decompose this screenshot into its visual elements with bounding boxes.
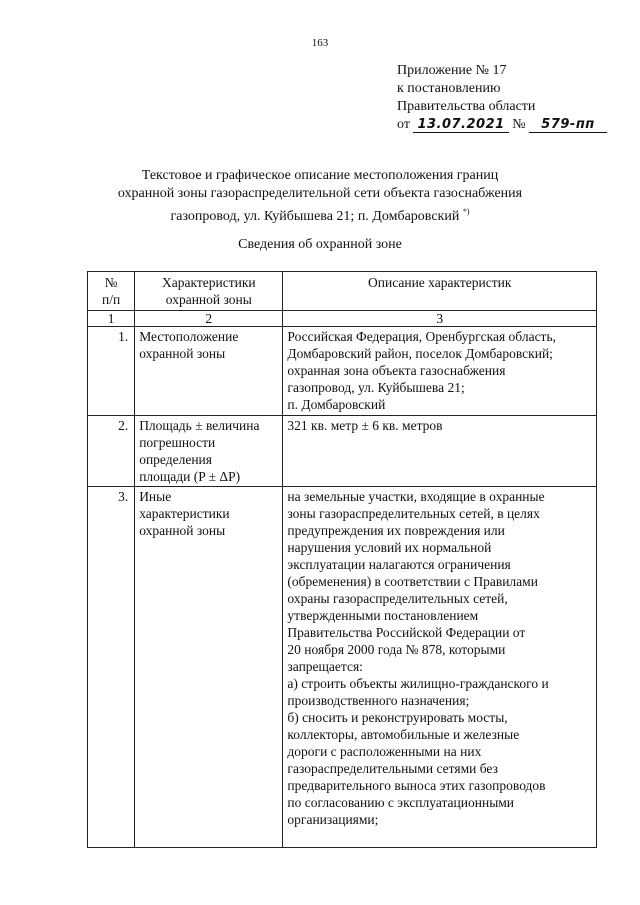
column-index: 2 — [135, 311, 283, 327]
row-number: 3. — [88, 487, 135, 848]
column-index: 1 — [88, 311, 135, 327]
row-description: на земельные участки, входящие в охранные зоны газораспределительных сетей, в целях предупреждения их повреждения или нарушения условий их нормальной эксплуатации налагаются ограничения (обременения) в соответствии с Правилами охраны газораспределительных сетей, утвержденными постановлением Правительства Российской Федерации от 20 ноября 2000 года № 878, которыми запрещается: а) строить объекты жилищно-гражданского и производственного назначения; б) сносить и реконструировать мосты, коллекторы, автомобильные и железные дороги с расположенными на них газораспределительными сетями без предварительного выноса этих газопроводов по согласованию с эксплуатационными организациями; — [283, 487, 597, 848]
appendix-line-1: Приложение № 17 — [397, 63, 507, 78]
row-characteristic: Иные характеристики охранной зоны — [135, 487, 283, 848]
section-heading: Сведения об охранной зоне — [238, 237, 402, 252]
title-line-3 — [100, 203, 540, 226]
table-row — [88, 327, 597, 416]
header-number: № п/п — [88, 272, 135, 311]
title-line-2: охранной зоны газораспределительной сети объекта газоснабжения — [117, 186, 523, 201]
number-label: № — [512, 117, 526, 132]
row-description: Российская Федерация, Оренбургская область, Домбаровский район, поселок Домбаровский; охранная зона объекта газоснабжения газопровод, ул. Куйбышева 21; п. Домбаровский — [283, 327, 597, 416]
header-description: Описание характеристик — [283, 272, 597, 311]
appendix-line-2: к постановлению — [397, 81, 501, 96]
column-index: 3 — [283, 311, 597, 327]
footnote-mark: *) — [462, 207, 470, 216]
handwritten-date: 13.07.2021 — [413, 117, 508, 133]
row-characteristic: Местоположение охранной зоны — [135, 327, 283, 416]
table-row — [88, 416, 597, 487]
header-characteristic: Характеристики охранной зоны — [135, 272, 283, 311]
title-line-3-text: газопровод, ул. Куйбышева 21; п. Домбаровский — [170, 209, 460, 224]
document-title — [100, 167, 540, 226]
row-number: 2. — [88, 416, 135, 487]
row-number: 1. — [88, 327, 135, 416]
zone-info-table — [87, 271, 597, 848]
page-number: 163 — [311, 37, 329, 49]
title-line-1: Текстовое и графическое описание местоположения границ — [141, 168, 499, 183]
from-label: от — [397, 117, 410, 132]
appendix-date-line — [397, 116, 627, 134]
appendix-block — [397, 62, 627, 134]
column-index-row — [88, 311, 597, 327]
table-header-row — [88, 272, 597, 311]
row-description: 321 кв. метр ± 6 кв. метров — [283, 416, 597, 487]
table-row — [88, 487, 597, 848]
appendix-line-3: Правительства области — [397, 99, 536, 114]
handwritten-number: 579-пп — [529, 117, 607, 133]
row-characteristic: Площадь ± величина погрешности определения площади (P ± ΔP) — [135, 416, 283, 487]
